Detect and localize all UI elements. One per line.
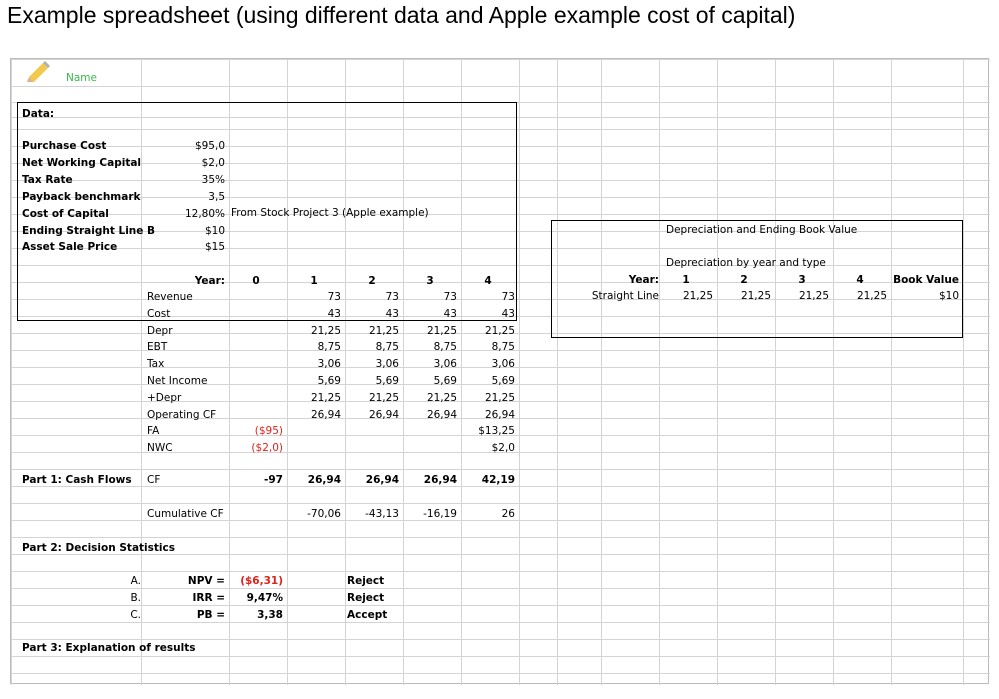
- cf-value-cell: 5,69: [491, 375, 515, 387]
- depreciation-subtitle: Depreciation by year and type: [666, 257, 826, 269]
- cf-row-label: Revenue: [147, 291, 193, 303]
- cf-value-cell: 5,69: [317, 375, 341, 387]
- data-label: Payback benchmark: [22, 190, 141, 203]
- depreciation-year-header: 2: [740, 274, 748, 286]
- data-value: 3,5: [208, 190, 225, 203]
- cumulative-cf-cell: -70,06: [307, 508, 341, 520]
- cf-total-cell: 26,94: [423, 474, 457, 486]
- cf-value-cell: 73: [501, 291, 515, 303]
- spreadsheet-grid[interactable]: [10, 58, 989, 684]
- cf-value-cell: 73: [327, 291, 341, 303]
- cf-value-cell: 21,25: [426, 324, 457, 337]
- cf-value-cell: ($2,0): [251, 442, 283, 455]
- depreciation-year-header: 3: [798, 274, 806, 286]
- cf-total-cell: 42,19: [481, 474, 515, 486]
- year-header: 4: [484, 275, 492, 287]
- decision-value: 9,47%: [246, 592, 283, 604]
- data-header: Data:: [22, 108, 55, 120]
- cumulative-cf-cell: 26: [501, 508, 515, 520]
- decision-metric: NPV =: [187, 575, 225, 587]
- depreciation-year-header: 4: [856, 274, 864, 286]
- cf-value-cell: 26,94: [426, 408, 457, 421]
- cf-value-cell: 5,69: [375, 375, 399, 387]
- cumulative-cf-label: Cumulative CF: [147, 508, 224, 520]
- cf-row-label: Operating CF: [147, 408, 217, 421]
- cf-value-cell: 21,25: [368, 391, 399, 404]
- cf-value-cell: 26,94: [484, 408, 515, 421]
- decision-value: ($6,31): [240, 575, 283, 587]
- cf-value-cell: 43: [385, 307, 399, 320]
- decision-value: 3,38: [257, 609, 283, 621]
- part3-label: Part 3: Explanation of results: [22, 642, 196, 654]
- decision-metric: IRR =: [192, 592, 225, 604]
- cf-row-label: FA: [147, 425, 160, 438]
- cf-value-cell: 43: [327, 307, 341, 320]
- depreciation-year-label: Year:: [628, 274, 659, 286]
- year-header: 3: [426, 275, 434, 287]
- cf-value-cell: $2,0: [491, 442, 515, 455]
- cf-value-cell: 21,25: [310, 324, 341, 337]
- cf-total-cell: -97: [264, 474, 283, 486]
- straight-line-label: Straight Line: [591, 290, 659, 302]
- year-header: 0: [252, 275, 260, 287]
- cf-row-label: Cost: [147, 307, 171, 320]
- data-value: $10: [204, 224, 225, 237]
- decision-result: Reject: [347, 592, 385, 604]
- cumulative-cf-cell: -43,13: [365, 508, 399, 520]
- cumulative-cf-cell: -16,19: [423, 508, 457, 520]
- year-label: Year:: [194, 275, 225, 287]
- data-value: 12,80%: [184, 207, 225, 220]
- decision-result: Accept: [347, 609, 388, 621]
- name-label: Name: [66, 72, 97, 84]
- cf-value-cell: 8,75: [375, 341, 399, 354]
- cf-value-cell: 3,06: [317, 358, 341, 371]
- decision-metric: PB =: [196, 609, 225, 621]
- cf-value-cell: 21,25: [484, 324, 515, 337]
- cf-total-cell: 26,94: [365, 474, 399, 486]
- cost-of-capital-note: From Stock Project 3 (Apple example): [231, 207, 429, 219]
- cf-value-cell: 3,06: [491, 358, 515, 371]
- decision-letter: C.: [130, 609, 141, 621]
- cf-value-cell: 21,25: [310, 391, 341, 404]
- cf-value-cell: $13,25: [478, 425, 515, 438]
- book-value-cell: $10: [938, 290, 959, 302]
- depreciation-year-header: 1: [682, 274, 690, 286]
- decision-letter: A.: [130, 575, 141, 587]
- cf-value-cell: 8,75: [491, 341, 515, 354]
- cf-row-label: Net Income: [147, 375, 208, 387]
- year-header: 2: [368, 275, 376, 287]
- cf-value-cell: 21,25: [484, 391, 515, 404]
- cf-value-cell: 73: [385, 291, 399, 303]
- cf-value-cell: 43: [501, 307, 515, 320]
- year-header: 1: [310, 275, 318, 287]
- cf-value-cell: 73: [443, 291, 457, 303]
- data-label: Purchase Cost: [22, 140, 107, 152]
- pencil-icon: [25, 61, 51, 81]
- cf-row-label: +Depr: [147, 391, 182, 404]
- cf-row-label: EBT: [147, 341, 168, 354]
- cf-value-cell: 26,94: [310, 408, 341, 421]
- depreciation-title: Depreciation and Ending Book Value: [666, 224, 858, 236]
- data-label: Net Working Capital: [22, 156, 142, 169]
- depreciation-value-cell: 21,25: [682, 290, 713, 302]
- data-value: $95,0: [194, 140, 225, 152]
- data-value: $15: [204, 241, 225, 254]
- cf-value-cell: 8,75: [317, 341, 341, 354]
- cf-value-cell: 3,06: [433, 358, 457, 371]
- cf-value-cell: 21,25: [426, 391, 457, 404]
- depreciation-value-cell: 21,25: [798, 290, 829, 302]
- cf-value-cell: 43: [443, 307, 457, 320]
- depreciation-value-cell: 21,25: [856, 290, 887, 302]
- cf-total-cell: 26,94: [307, 474, 341, 486]
- cf-row-label: NWC: [147, 442, 173, 455]
- depreciation-value-cell: 21,25: [740, 290, 771, 302]
- cf-value-cell: 26,94: [368, 408, 399, 421]
- data-value: 35%: [201, 173, 225, 186]
- part2-label: Part 2: Decision Statistics: [22, 542, 175, 554]
- cf-label: CF: [147, 474, 161, 486]
- page-title: Example spreadsheet (using different data and Apple example cost of capital): [7, 2, 796, 28]
- data-label: Tax Rate: [22, 173, 73, 186]
- data-label: Cost of Capital: [22, 207, 109, 220]
- decision-result: Reject: [347, 575, 385, 587]
- data-label: Asset Sale Price: [22, 241, 118, 254]
- cf-value-cell: 8,75: [433, 341, 457, 354]
- part1-label: Part 1: Cash Flows: [22, 474, 132, 486]
- cf-value-cell: ($95): [254, 425, 283, 438]
- data-value: $2,0: [201, 156, 225, 169]
- decision-letter: B.: [130, 592, 141, 604]
- book-value-header: Book Value: [893, 274, 959, 286]
- cf-row-label: Tax: [147, 358, 165, 371]
- cf-value-cell: 3,06: [375, 358, 399, 371]
- data-label: Ending Straight Line B: [22, 224, 156, 237]
- cf-row-label: Depr: [147, 324, 173, 337]
- cf-value-cell: 5,69: [433, 375, 457, 387]
- cf-value-cell: 21,25: [368, 324, 399, 337]
